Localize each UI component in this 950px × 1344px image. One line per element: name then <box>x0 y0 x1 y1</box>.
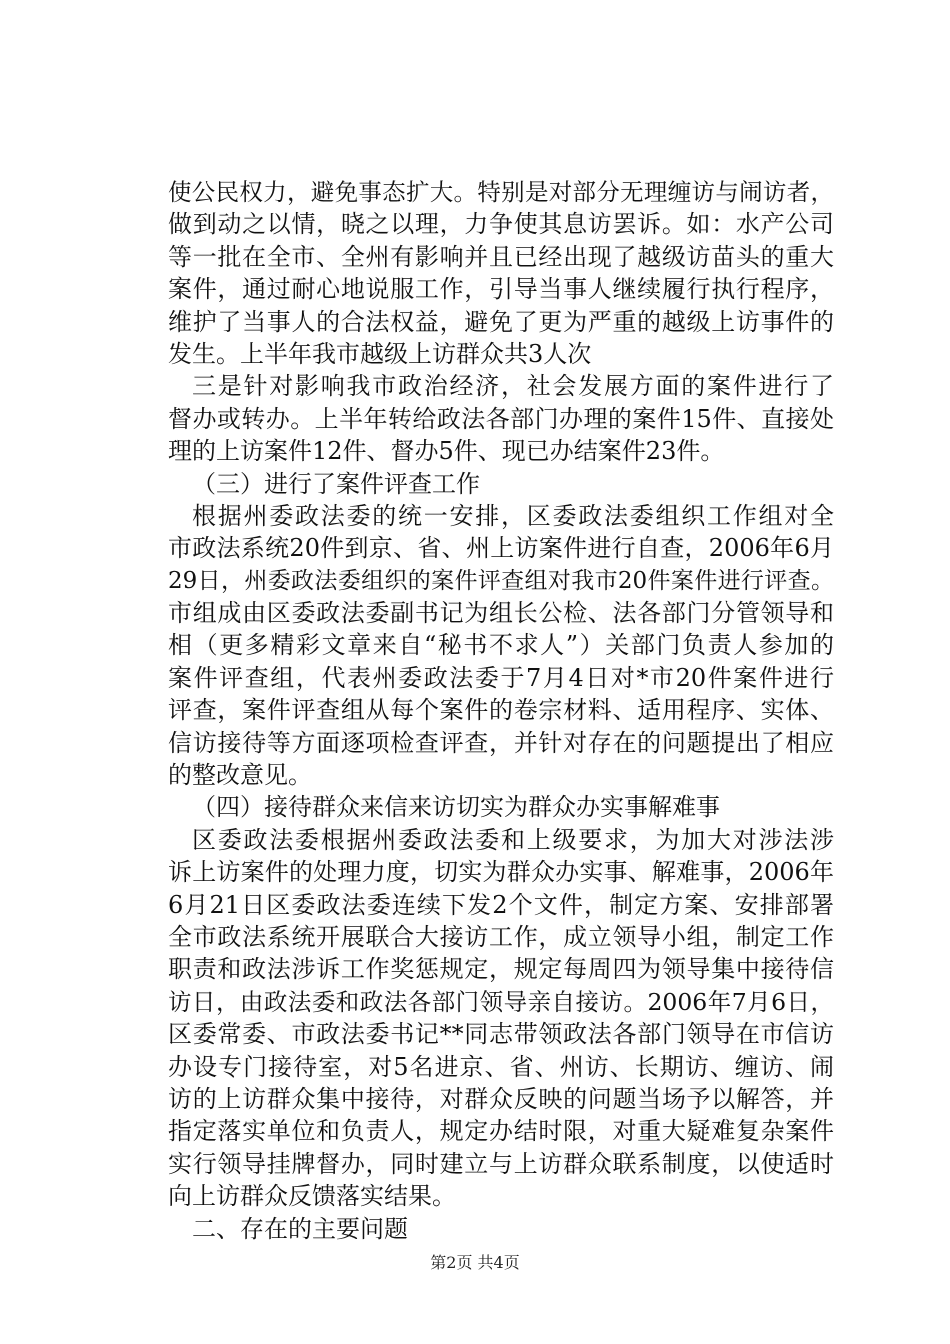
text-line: 根据州委政法委的统一安排，区委政法委组织工作组对全 <box>192 501 834 530</box>
text-line: 向上访群众反馈落实结果。 <box>168 1182 456 1211</box>
text-line: 指定落实单位和负责人，规定办结时限，对重大疑难复杂案件 <box>168 1117 834 1146</box>
section-heading: （三）进行了案件评查工作 <box>192 469 480 498</box>
text-line: 访日，由政法委和政法各部门领导亲自接访。2006年7月6日， <box>168 987 834 1016</box>
section-heading: 二、存在的主要问题 <box>192 1214 408 1243</box>
body-text <box>168 176 834 1245</box>
text-line: 办设专门接待室，对5名进京、省、州访、长期访、缠访、闹 <box>168 1052 834 1081</box>
text-line: 实行领导挂牌督办，同时建立与上访群众联系制度，以使适时 <box>168 1149 834 1178</box>
text-line: 督办或转办。上半年转给政法各部门办理的案件15件、直接处 <box>168 404 834 433</box>
text-line: 职责和政法涉诉工作奖惩规定，规定每周四为领导集中接待信 <box>168 955 834 984</box>
text-line: 市政法系统20件到京、省、州上访案件进行自查，2006年6月 <box>168 534 834 563</box>
text-line: 维护了当事人的合法权益，避免了更为严重的越级上访事件的 <box>168 307 834 336</box>
text-line: 理的上访案件12件、督办5件、现已办结案件23件。 <box>168 437 725 466</box>
text-line: 的整改意见。 <box>168 761 312 790</box>
section-heading: （四）接待群众来信来访切实为群众办实事解难事 <box>192 793 720 822</box>
text-line: 区委常委、市政法委书记**同志带领政法各部门领导在市信访 <box>168 1020 834 1049</box>
text-line: 评查，案件评查组从每个案件的卷宗材料、适用程序、实体、 <box>168 696 834 725</box>
text-line: 等一批在全市、全州有影响并且已经出现了越级访苗头的重大 <box>168 242 834 271</box>
text-line: 案件，通过耐心地说服工作，引导当事人继续履行执行程序， <box>168 275 834 304</box>
text-line: 市组成由区委政法委副书记为组长公检、法各部门分管领导和 <box>168 599 834 628</box>
text-line: 6月21日区委政法委连续下发2个文件，制定方案、安排部署 <box>168 890 834 919</box>
page-footer: 第2页 共4页 <box>430 1253 520 1272</box>
text-line: 全市政法系统开展联合大接访工作，成立领导小组，制定工作 <box>168 922 834 951</box>
text-line: 访的上访群众集中接待，对群众反映的问题当场予以解答，并 <box>168 1084 834 1113</box>
text-line: 区委政法委根据州委政法委和上级要求，为加大对涉法涉 <box>192 825 834 854</box>
text-line: 三是针对影响我市政治经济，社会发展方面的案件进行了 <box>192 372 834 401</box>
text-line: 信访接待等方面逐项检查评查，并针对存在的问题提出了相应 <box>168 728 834 757</box>
text-line: 29日，州委政法委组织的案件评查组对我市20件案件进行评查。 <box>168 567 834 594</box>
text-line: 使公民权力，避免事态扩大。特别是对部分无理缠访与闹访者， <box>168 178 834 206</box>
text-line: 案件评查组，代表州委政法委于7月4日对*市20件案件进行 <box>168 663 834 692</box>
text-line: 发生。上半年我市越级上访群众共3人次 <box>168 339 592 368</box>
text-line: 诉上访案件的处理力度，切实为群众办实事、解难事，2006年 <box>168 858 834 887</box>
text-line: 做到动之以情，晓之以理，力争使其息访罢诉。如：水产公司 <box>168 210 834 239</box>
text-line: 相（更多精彩文章来自“秘书不求人”）关部门负责人参加的 <box>168 631 834 660</box>
